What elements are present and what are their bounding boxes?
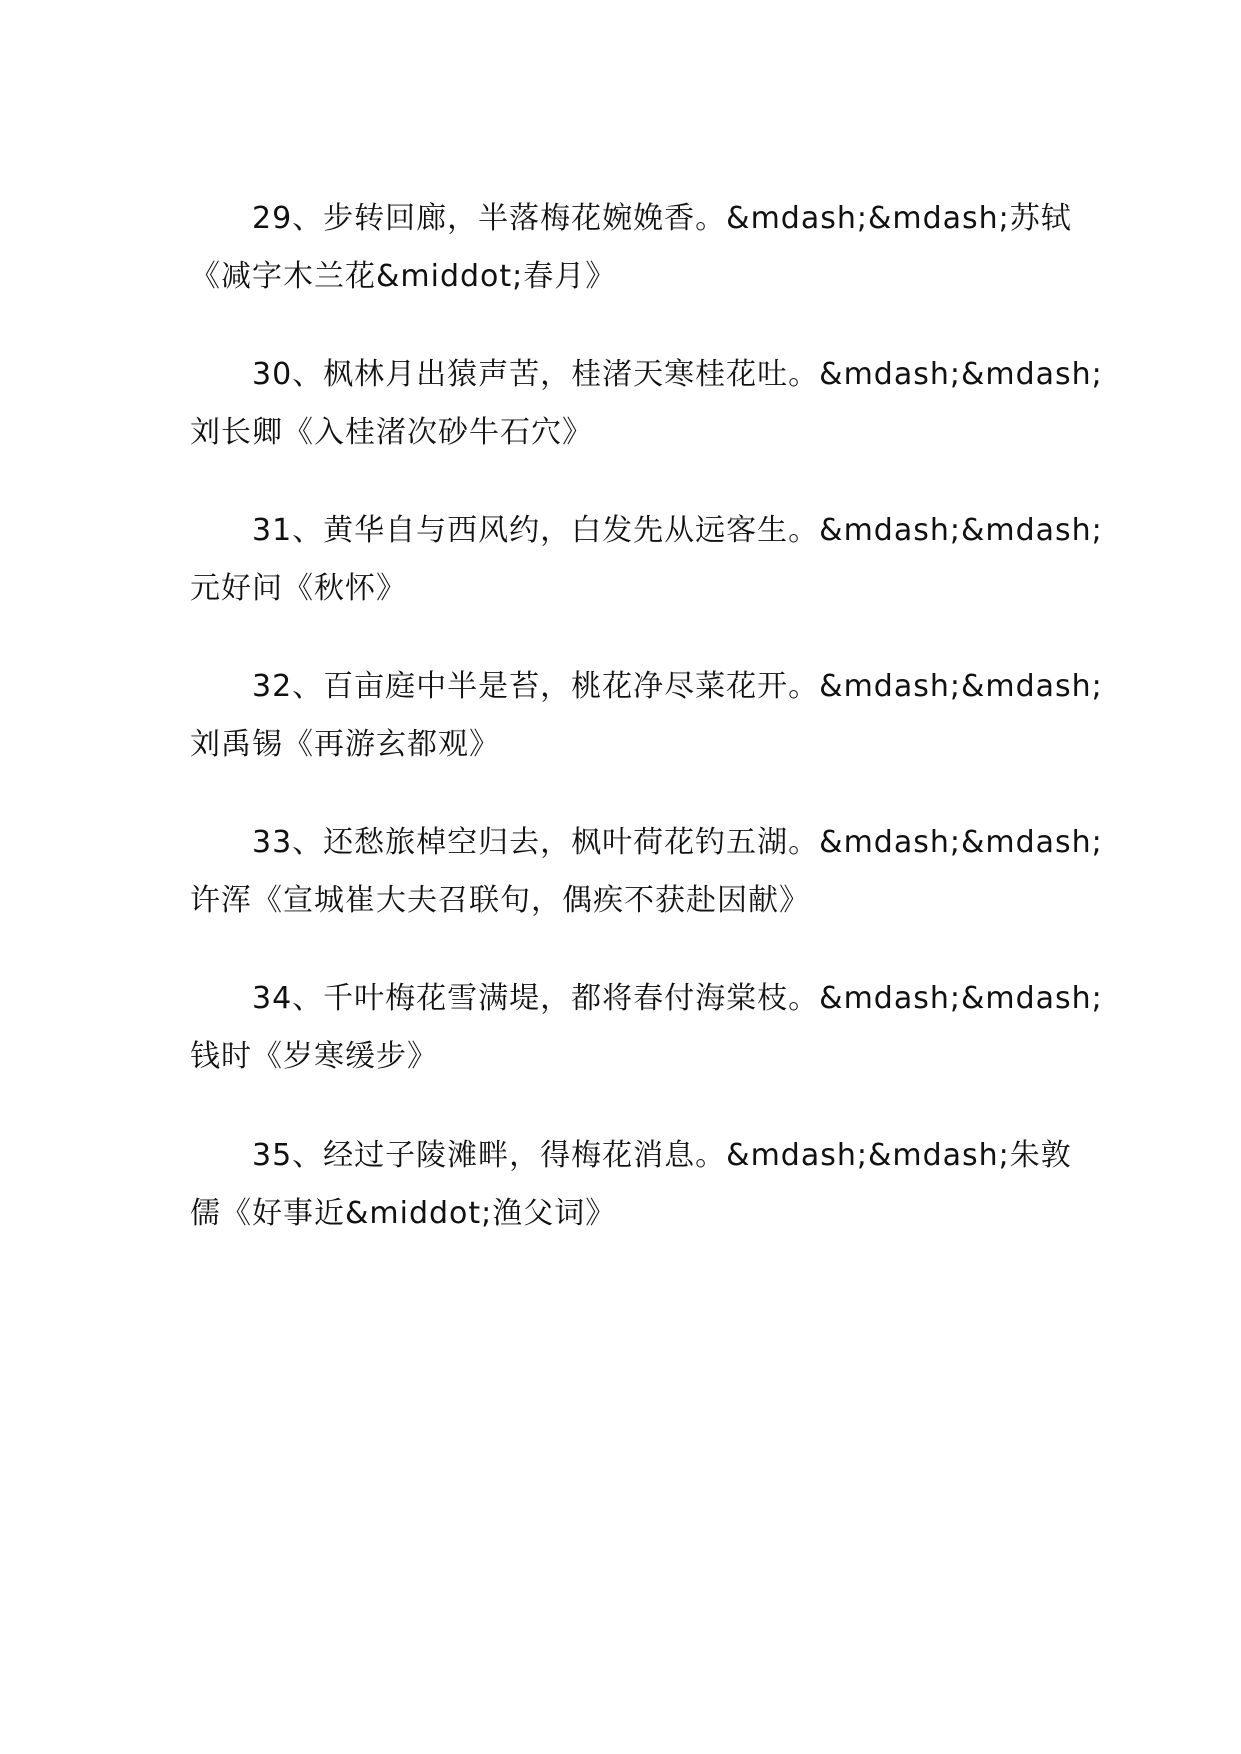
quote-line-1: 33、还愁旅棹空归去，枫叶荷花钓五湖。&mdash;&mdash; xyxy=(252,825,1103,860)
quote-entry-32 xyxy=(190,658,1103,774)
quote-line-1: 32、百亩庭中半是苔，桃花净尽菜花开。&mdash;&mdash; xyxy=(252,669,1103,704)
quote-line-1: 30、枫林月出猿声苦，桂渚天寒桂花吐。&mdash;&mdash; xyxy=(252,357,1103,392)
quote-line-2: 刘长卿《入桂渚次砂牛石穴》 xyxy=(190,415,593,450)
quote-line-2: 《减字木兰花&middot;春月》 xyxy=(190,259,617,294)
quote-line-2: 刘禹锡《再游玄都观》 xyxy=(190,727,500,762)
quote-entry-34 xyxy=(190,970,1103,1086)
quote-line-2: 钱时《岁寒缓步》 xyxy=(190,1039,438,1074)
quote-line-2: 儒《好事近&middot;渔父词》 xyxy=(190,1196,617,1231)
quote-line-2: 元好问《秋怀》 xyxy=(190,571,407,606)
quote-entry-35 xyxy=(190,1127,1072,1243)
quote-line-1: 35、经过子陵滩畔，得梅花消息。&mdash;&mdash;朱敦 xyxy=(252,1138,1072,1173)
quote-line-1: 34、千叶梅花雪满堤，都将春付海棠枝。&mdash;&mdash; xyxy=(252,981,1103,1016)
quote-line-1: 29、步转回廊，半落梅花婉娩香。&mdash;&mdash;苏轼 xyxy=(252,201,1072,236)
quote-line-1: 31、黄华自与西风约，白发先从远客生。&mdash;&mdash; xyxy=(252,513,1103,548)
quote-line-2: 许浑《宣城崔大夫召联句，偶疾不获赴因献》 xyxy=(190,883,810,918)
quote-entry-29 xyxy=(190,190,1072,306)
quote-entry-30 xyxy=(190,346,1103,462)
quote-entry-33 xyxy=(190,814,1103,930)
quote-entry-31 xyxy=(190,502,1103,618)
